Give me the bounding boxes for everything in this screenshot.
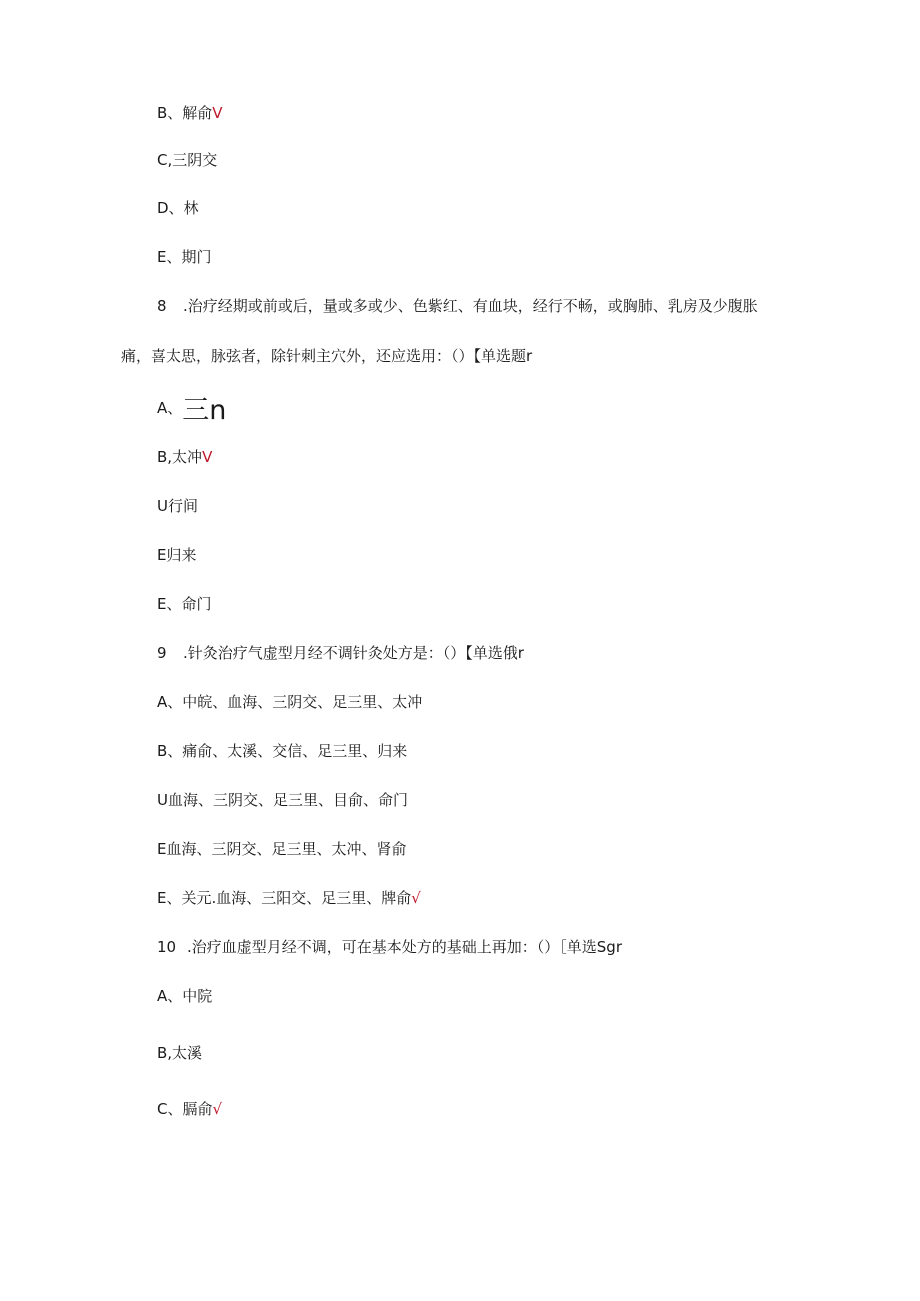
option-text: A、中皖、血海、三阴交、足三里、太冲 <box>157 693 423 711</box>
option-text: E、期门 <box>157 248 212 266</box>
question-8-line-2 <box>121 346 532 366</box>
option-text: B,太溪 <box>157 1044 203 1062</box>
option-text: U行间 <box>157 497 198 515</box>
option-text: D、林 <box>157 199 199 217</box>
option-text: E血海、三阴交、足三里、太冲、肾俞 <box>157 840 407 858</box>
q10-option-c-line <box>157 1099 222 1119</box>
question-text: .治疗经期或前或后，量或多或少、色紫红、有血块，经行不畅，或胸肺、乳房及少腹胀 <box>183 297 758 315</box>
option-text: C,三阴交 <box>157 151 218 169</box>
q8-option-a-line <box>157 396 226 426</box>
q8-option-e-line <box>157 594 211 614</box>
q9-option-d-line <box>157 839 406 859</box>
question-number: 8 <box>157 297 167 315</box>
question-text: .治疗血虚型月经不调，可在基本处方的基础上再加：（）［单选Sgr <box>187 938 622 956</box>
option-b-line <box>157 103 223 123</box>
answer-check-mark: √ <box>411 889 421 907</box>
q10-option-b-line <box>157 1043 202 1063</box>
option-text: U血海、三阴交、足三里、目俞、命门 <box>157 791 408 809</box>
question-text: .针灸治疗气虚型月经不调针灸处方是：（）【单选俄r <box>183 644 524 662</box>
option-text: E归来 <box>157 546 197 564</box>
question-10-line <box>157 937 622 957</box>
q8-option-c-line <box>157 496 198 516</box>
option-text: A、中院 <box>157 987 213 1005</box>
question-number: 9 <box>157 644 167 662</box>
option-e-line <box>157 247 211 267</box>
q9-option-e-line <box>157 888 421 908</box>
option-text: E、关元.血海、三阳交、足三里、牌俞 <box>157 889 412 907</box>
option-d-line <box>157 198 199 218</box>
option-text: B、痛俞、太溪、交信、足三里、归来 <box>157 742 408 760</box>
q9-option-c-line <box>157 790 408 810</box>
q8-option-b-line <box>157 447 212 467</box>
option-text: B、解俞 <box>157 104 213 122</box>
question-number: 10 <box>157 938 177 956</box>
question-9-line <box>157 643 524 663</box>
option-text-large: 三n <box>182 395 227 426</box>
q10-option-a-line <box>157 986 212 1006</box>
option-text: C、膈俞 <box>157 1100 213 1118</box>
option-c-line <box>157 150 217 170</box>
option-text: B,太冲 <box>157 448 203 466</box>
q8-option-d-line <box>157 545 196 565</box>
question-text: 痛，喜太思，脉弦者，除针刺主穴外，还应选用：（）【单选题r <box>121 347 533 365</box>
q9-option-b-line <box>157 741 407 761</box>
answer-check-mark: V <box>202 448 213 466</box>
answer-check-mark: V <box>212 104 223 122</box>
answer-check-mark: √ <box>212 1100 223 1118</box>
q9-option-a-line <box>157 692 422 712</box>
option-prefix: A、 <box>157 399 183 417</box>
option-text: E、命门 <box>157 595 212 613</box>
question-8-line-1 <box>157 296 758 316</box>
